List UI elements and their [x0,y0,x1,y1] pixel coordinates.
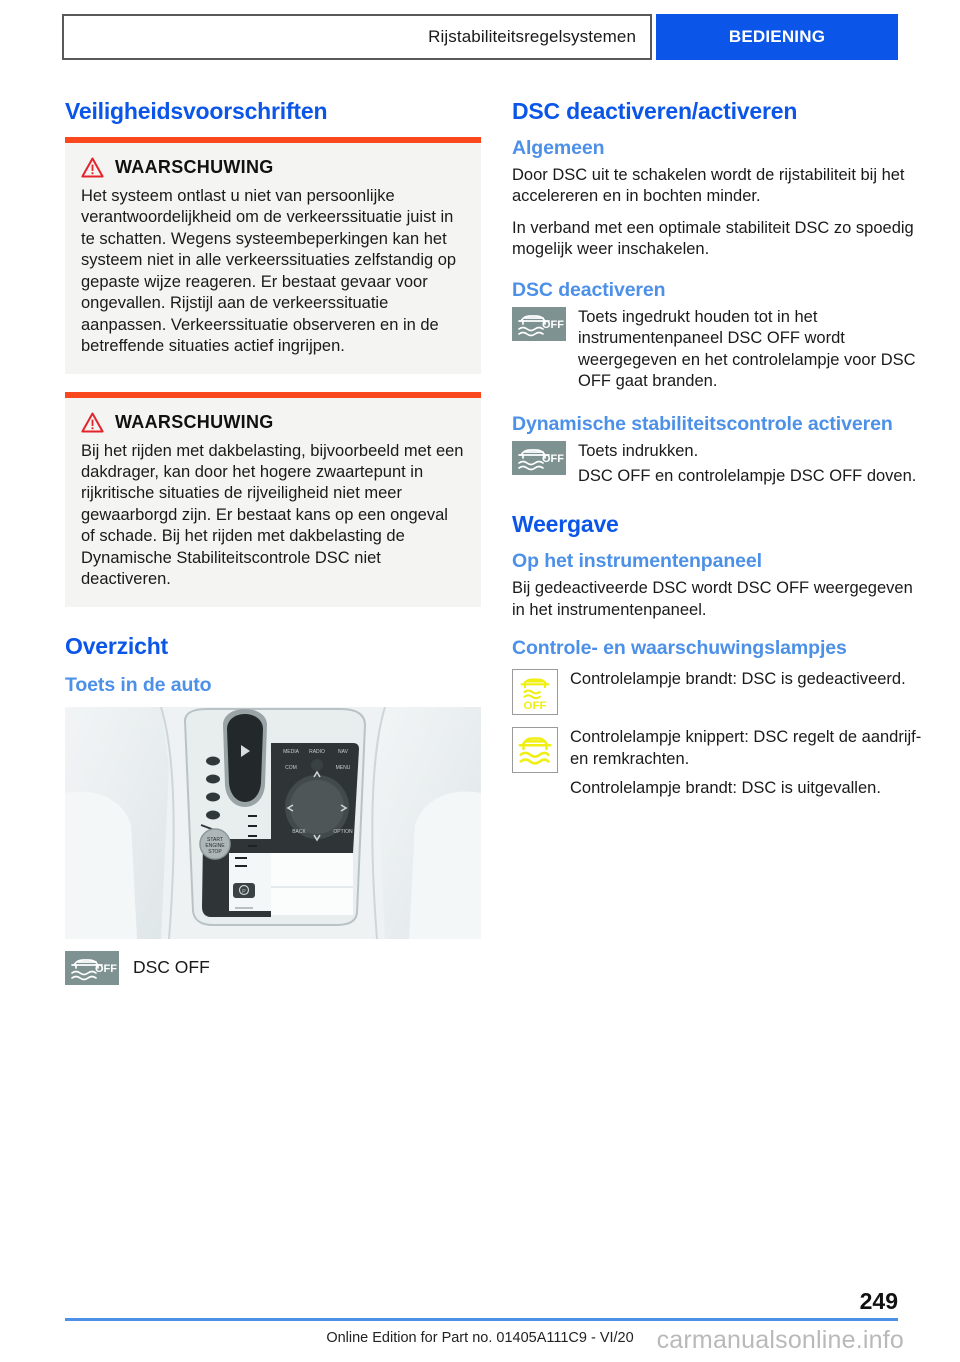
warning-triangle-icon [81,157,104,178]
telltale-text-3: Controlelampje brandt: DSC is uitgevallen. [570,779,881,798]
telltale-row-1 [512,669,928,715]
activate-instruction-row [512,441,928,488]
svg-text:STOP: STOP [208,848,222,855]
warning-header-2 [81,412,465,433]
footer-divider [65,1318,898,1321]
overview-heading: Overzicht [65,632,169,659]
deactivate-subheading: DSC deactiveren [512,278,666,301]
activate-subheading: Dynamische stabiliteitscontrole activeren [512,412,893,435]
svg-text:START: START [207,836,223,843]
image-caption-label: DSC OFF [133,957,210,978]
svg-text:OFF: OFF [542,318,564,331]
activate-instruction-text-2: DSC OFF en controlelampje DSC OFF doven. [578,466,917,485]
header-title-box [62,14,652,60]
overview-subheading: Toets in de auto [65,673,212,696]
general-paragraph-2: In verband met een optimale stabiliteit DSC zo spoedig mogelijk weer inschakelen. [512,218,914,259]
svg-text:ENGINE: ENGINE [205,842,225,849]
dsc-off-telltale-icon [512,669,558,715]
svg-text:OFF: OFF [95,962,117,975]
svg-text:P: P [242,888,246,895]
svg-text:MENU: MENU [335,764,351,771]
svg-text:MEDIA: MEDIA [283,748,299,755]
warning-header-1 [81,157,465,178]
header-chapter-title: Rijstabiliteitsregelsystemen [428,27,636,46]
footer-edition-text: Online Edition for Part no. 01405A111C9 - VI/20 [326,1330,634,1346]
svg-text:OPTION: OPTION [333,828,353,835]
warning-triangle-icon [81,412,104,433]
warning-label-2: WAARSCHUWING [115,411,274,432]
page-title: Veiligheidsvoorschriften [65,98,328,124]
cluster-subheading: Op het instrumentenpaneel [512,550,762,573]
dsc-off-button-icon [512,441,566,475]
dsc-active-telltale-icon [512,727,558,773]
dsc-off-button-icon [65,951,119,985]
telltale-row-2 [512,727,928,799]
svg-text:COM: COM [285,764,297,771]
right-column [512,98,928,802]
warning-text-2: Bij het rijden met dakbelasting, bijvoorbeeld met een dakdrager, kan door het hogere zwaartepunt in rijkritische situaties de rijveiligheid niet meer gewaarborgd zijn. Er bestaat kans op een ongeval of schade. Bij het rijden met dakbelasting de Dynamische Stabiliteitscontrole DSC niet deactiveren. [81,441,464,589]
dsc-section-title: DSC deactiveren/activeren [512,98,798,124]
page-header [62,14,898,60]
warning-box-1 [65,137,481,374]
svg-text:BACK: BACK [292,828,306,835]
activate-instruction-text-1: Toets indrukken. [578,441,699,460]
warning-text-1: Het systeem ontlast u niet van persoonlijke verantwoordelijkheid om de verkeerssituatie juist in te schatten. Wegens systeembeperkingen kan het systeem niet in alle verkeerssituaties zelfstandig op gepaste wijze reageren. Er bestaat gevaar voor ongevallen. Rijstijl aan de verkeerssituatie aanpassen. Verkeerssituatie observeren en in de betreffende situaties actief ingrijpen. [81,187,457,356]
center-console-photo [65,707,481,939]
telltale-text-1: Controlelampje brandt: DSC is gedeactiveerd. [570,670,906,689]
header-section-label: BEDIENING [728,27,826,46]
general-paragraph-1: Door DSC uit te schakelen wordt de rijstabiliteit bij het accelereren en in bochten minder. [512,166,905,206]
image-caption-row [65,951,481,985]
svg-text:RADIO: RADIO [309,748,325,755]
warning-box-2 [65,392,481,607]
left-column [65,98,481,985]
lamps-subheading: Controle- en waarschuwingslampjes [512,637,847,660]
footer-watermark: carmanualsonline.info [656,1326,904,1354]
page-number: 249 [859,1288,898,1314]
telltale-text-2: Controlelampje knippert: DSC regelt de aandrijf- en remkrachten. [570,728,922,768]
header-section-tab [656,14,898,60]
deactivate-instruction-text: Toets ingedrukt houden tot in het instrumentenpaneel DSC OFF wordt weergegeven en het controlelampje voor DSC OFF gaat branden. [578,307,916,391]
dsc-off-button-icon [512,307,566,341]
svg-text:OFF: OFF [523,700,547,713]
general-subheading: Algemeen [512,137,605,159]
deactivate-instruction-row [512,307,928,393]
warning-label-1: WAARSCHUWING [115,157,274,177]
display-heading: Weergave [512,511,619,538]
cluster-text: Bij gedeactiveerde DSC wordt DSC OFF weergegeven in het instrumentenpaneel. [512,579,913,619]
svg-text:NAV: NAV [338,748,348,755]
svg-text:OFF: OFF [542,452,564,465]
